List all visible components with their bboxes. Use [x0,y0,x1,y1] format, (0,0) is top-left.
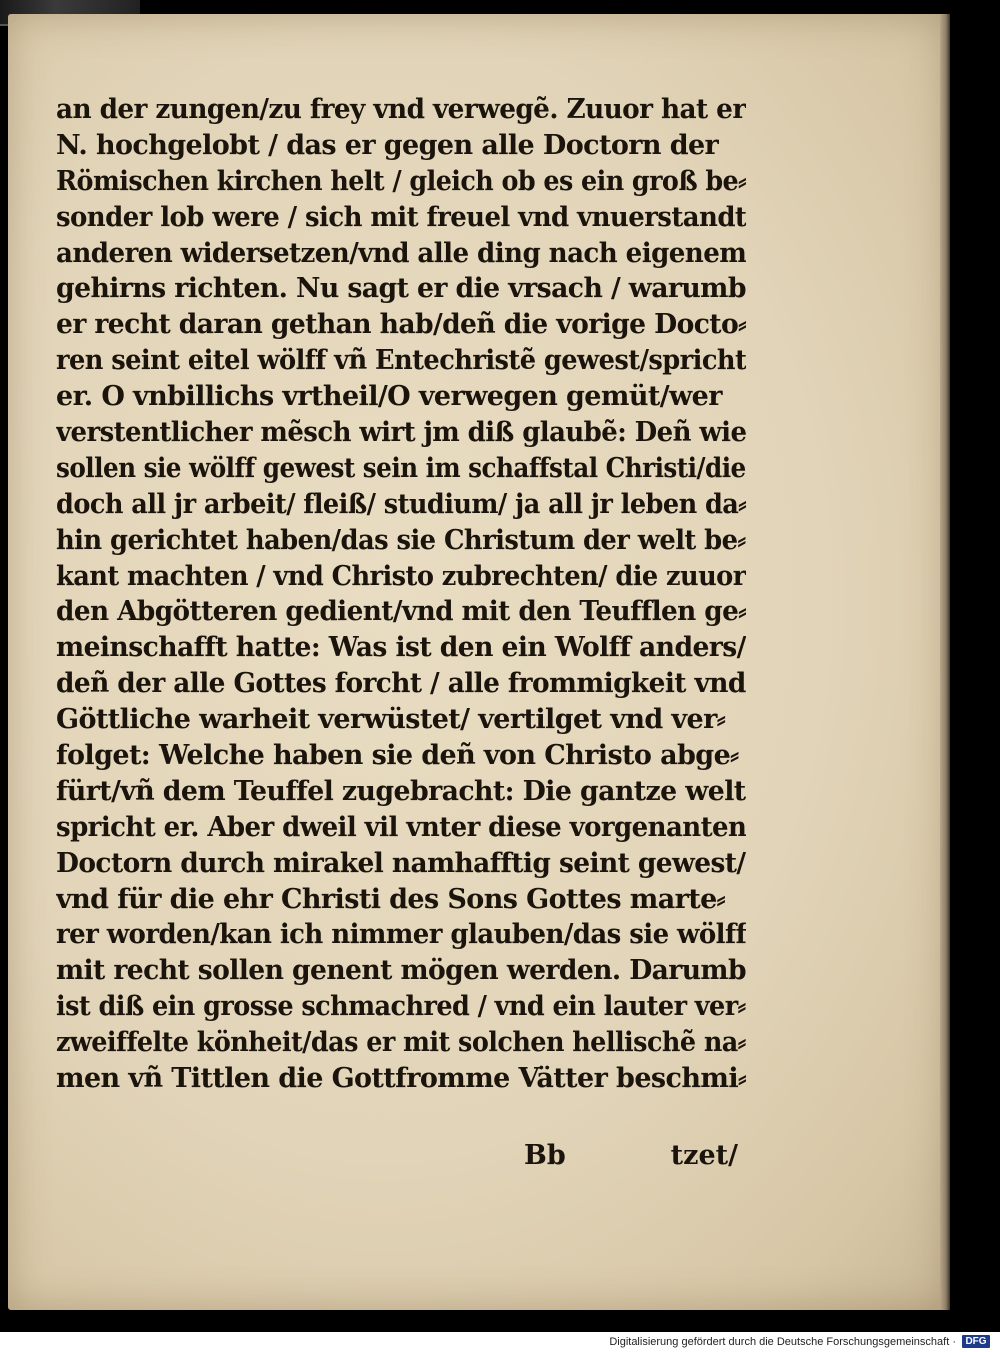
text-line-19: folget: Welche haben sie deñ von Christo abge⸗ [56,740,739,772]
page-foot-line [56,1138,746,1174]
credit-footer [0,1332,1000,1352]
text-line-6: gehirns richten. Nu sagt er die vrsach / warumb [56,273,746,305]
text-line-5: anderen widersetzen/vnd alle ding nach eigenem [56,237,746,269]
text-line-27: zweiffelte könheit/das er mit solchen hellischẽ na⸗ [56,1027,746,1059]
text-line-20: fürt/vñ dem Teuffel zugebracht: Die gantze welt [56,775,746,807]
catchword: tzet/ [670,1140,738,1171]
text-line-14: kant machten / vnd Christo zubrechten/ die zuuor [56,560,746,592]
text-line-12: doch all jr arbeit/ fleiß/ studium/ ja all jr leben da⸗ [56,488,746,520]
text-line-8: ren seint eitel wölff vñ Entechristẽ gewest/spricht [56,345,746,377]
text-line-21: spricht er. Aber dweil vil vnter diese vorgenanten [56,811,746,843]
text-line-22: Doctorn durch mirakel namhafftig seint gewest/ [56,847,746,879]
page-edge [940,14,950,1310]
text-line-11: sollen sie wölff gewest sein im schaffstal Christi/die [56,452,746,484]
text-line-1: an der zungen/zu frey vnd verwegẽ. Zuuor hat er [56,94,746,125]
text-line-28: men vñ Tittlen die Gottfromme Vätter beschmi⸗ [56,1063,746,1095]
text-line-13: hin gerichtet haben/das sie Christum der welt be⸗ [56,524,746,556]
text-line-2: N. hochgelobt / das er gegen alle Doctorn der [56,129,719,161]
text-line-16: meinschafft hatte: Was ist den ein Wolff anders/ [56,632,746,664]
text-line-15: den Abgötteren gedient/vnd mit den Teufflen ge⸗ [56,596,746,628]
dfg-logo-icon[interactable]: DFG [962,1335,990,1348]
signature-mark: Bb [524,1140,566,1171]
text-line-25: mit recht sollen genent mögen werden. Darumb [56,955,746,987]
text-line-10: verstentlicher mẽsch wirt jm diß glaubẽ: Deñ wie [56,417,746,449]
text-line-17: deñ der alle Gottes forcht / alle frommigkeit vnd [56,668,746,700]
text-line-9: er. O vnbillichs vrtheil/O verwegen gemüt/wer [56,381,722,413]
page-text-block [56,92,746,1097]
text-line-23: vnd für die ehr Christi des Sons Gottes marte⸗ [56,883,726,915]
text-line-26: ist diß ein grosse schmachred / vnd ein lauter ver⸗ [56,991,746,1023]
text-line-3: Römischen kirchen helt / gleich ob es ein groß be⸗ [56,165,746,197]
text-line-7: er recht daran gethan hab/deñ die vorige Docto⸗ [56,309,746,341]
text-line-24: rer worden/kan ich nimmer glauben/das sie wölff [56,919,746,951]
funding-credit[interactable]: Digitalisierung gefördert durch die Deutsche Forschungsgemeinschaft · [609,1336,956,1348]
text-line-18: Göttliche warheit verwüstet/ vertilget vnd ver⸗ [56,704,726,736]
text-line-4: sonder lob were / sich mit freuel vnd vnuerstandt [56,201,746,233]
